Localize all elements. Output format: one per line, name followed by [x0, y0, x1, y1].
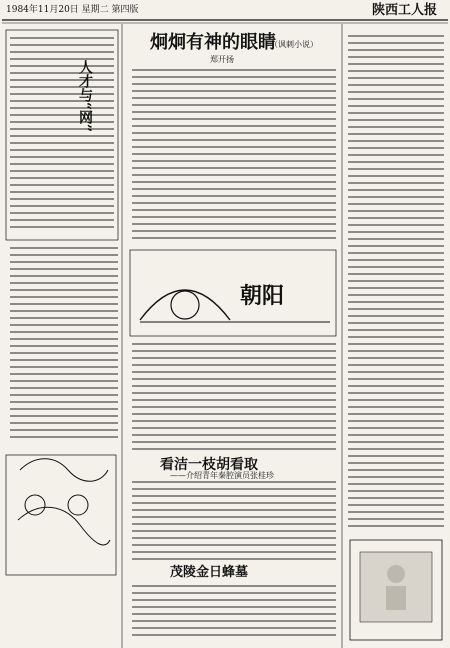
date-line: 1984年11月20日 星期二 第四版	[6, 5, 139, 15]
human-talent-text-lines	[10, 38, 114, 227]
illustration-box	[6, 455, 116, 575]
human-talent-title: 人才与“网”	[77, 60, 93, 133]
paper-name: 陕西工人报	[372, 3, 438, 18]
illustration-face-2	[68, 495, 88, 515]
bright-eyes-author: 郑开扬	[210, 55, 234, 64]
bright-eyes-title: 炯炯有神的眼睛	[150, 32, 276, 53]
poem-title: 看洁一枝胡看取	[160, 457, 258, 473]
chaoyang-box	[130, 250, 336, 336]
right-column-text-lines	[348, 36, 444, 526]
left-column-text-lines	[10, 248, 118, 437]
poem-subtitle: ——介绍青年秦腔演员张桂珍	[170, 471, 274, 480]
bright-eyes-text-lines	[132, 70, 336, 238]
poem-text-lines	[132, 482, 336, 559]
photo-subject-head	[387, 565, 405, 583]
chaoyang-title: 朝阳	[240, 283, 285, 309]
bright-eyes-note: （讽刺小说）	[270, 40, 318, 49]
chaoyang-sun-arc	[140, 290, 230, 320]
spring-bee-text-lines	[132, 586, 336, 635]
photo-subject-body	[386, 586, 406, 610]
chaoyang-text-lines	[132, 344, 336, 449]
illustration-face-1	[25, 495, 45, 515]
human-talent-box	[6, 30, 118, 240]
illustration-stroke-2	[18, 507, 110, 545]
chaoyang-sun	[171, 291, 199, 319]
spring-bee-title: 茂陵金日蜂墓	[170, 565, 249, 580]
illustration-stroke	[20, 459, 108, 482]
